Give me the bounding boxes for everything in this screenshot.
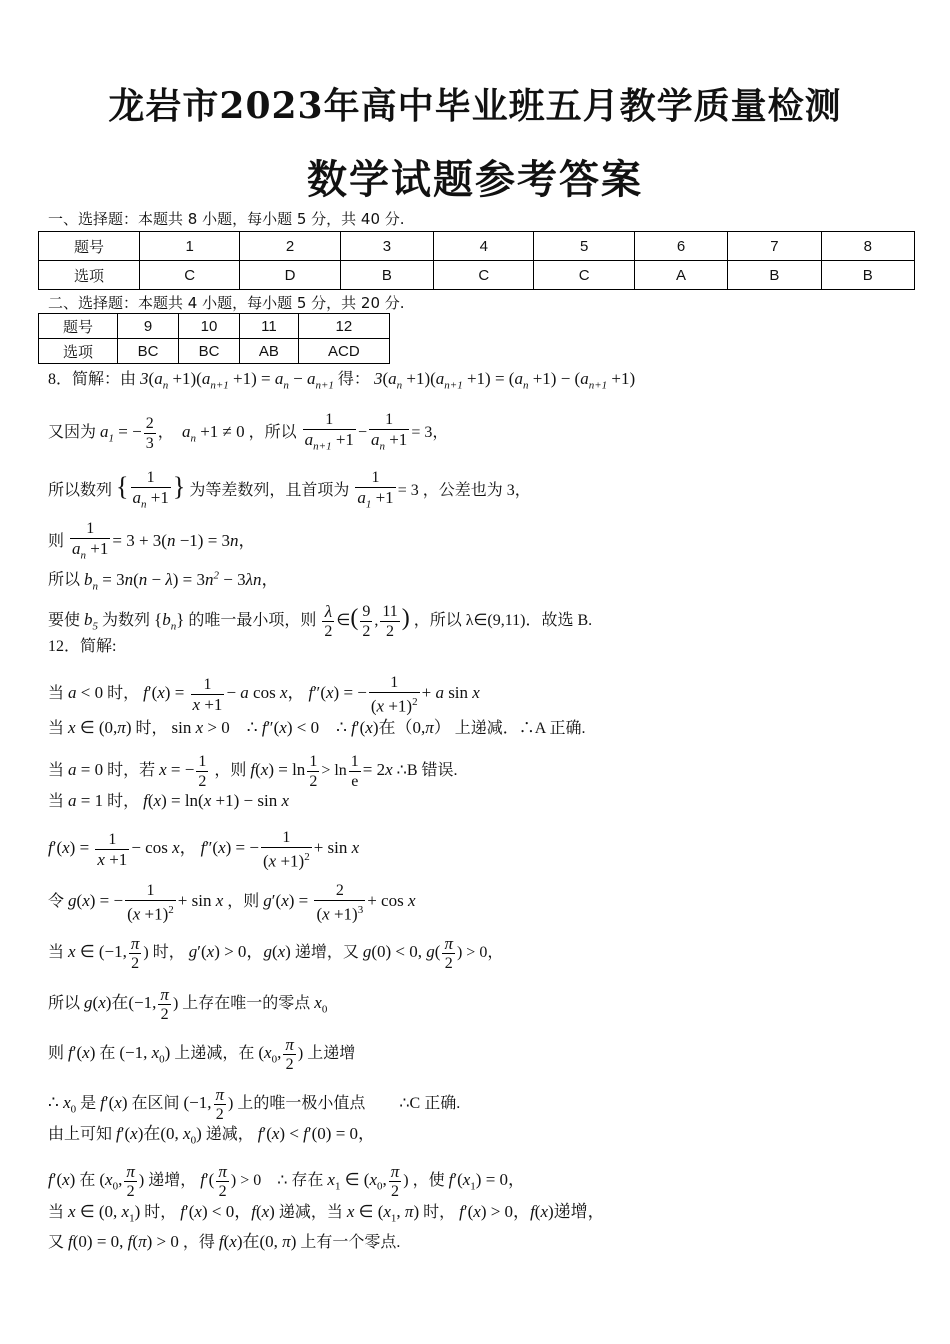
text: 递减，当 <box>278 1204 343 1221</box>
solution-line: f′(x) = $\frac{1}{x +1}$ − cos x， f″(x) = − $\frac{1}{(x +1)^2}$ + sin x <box>48 829 360 871</box>
answer-cell: AB <box>240 339 299 364</box>
text: ，使 <box>412 1172 445 1190</box>
text: 为等差数列，且首项为 <box>189 481 350 499</box>
text: ，则 <box>227 893 260 910</box>
question-number: 2 <box>240 232 340 261</box>
question-number: 9 <box>118 314 179 339</box>
question-number: 1 <box>140 232 240 261</box>
text: 令 <box>48 893 65 910</box>
text: 时， <box>107 685 140 702</box>
text: 时， <box>144 1204 177 1221</box>
solution-line: 8．简解：由 $3(a_n +1)(a_{n+1} +1) = a_n - a_{n+1}$ 得： $3(a_n +1)(a_{n+1} +1) = (a_n +1) - (a_{n+1} +1)$ <box>48 369 636 392</box>
section-1-heading: 一、选择题：本题共 8 小题，每小题 5 分，共 40 分. <box>48 210 405 228</box>
solution-line: 则 f′(x) 在 (−1, $x_0$) 上递减，在 ($x_0$, $\frac{\pi}{2}$ ) 上递增 <box>48 1035 356 1073</box>
text: 当 <box>48 1204 65 1221</box>
text: 递增， <box>148 1172 197 1190</box>
solution-line: ∴ $x_0$ 是 f′(x) 在区间 (−1, $\frac{\pi}{2}$ ) 上的唯一极小值点 ∴C 正确. <box>48 1085 461 1123</box>
text: ，所以 <box>248 423 297 441</box>
answer-table-1 <box>38 231 915 290</box>
table-row <box>39 339 390 364</box>
answer-cell: C <box>534 261 634 290</box>
answer-cell: A <box>634 261 727 290</box>
solution-line: 令 g(x) = − $\frac{1}{(x +1)^2}$ + sin x ，则 g′(x) = $\frac{2}{(x +1)^3}$ + cos x <box>48 882 416 924</box>
text: 时， <box>152 944 185 962</box>
question-number: 12 <box>298 314 389 339</box>
answer-cell: ACD <box>298 339 389 364</box>
solution-line: f′(x) 在 ($x_0$, $\frac{\pi}{2}$ ) 递增， f′( $\frac{\pi}{2}$ ) > 0 ∴ 存在 $x_1$ ∈ ($x_0$, $\frac{\pi}{2}$ ) ，使 $f'(x_1) = 0$， <box>48 1162 526 1200</box>
answer-cell: D <box>240 261 340 290</box>
text: 当 <box>48 793 65 810</box>
solution-line: 当 x ∈ (0, $x_1$) 时， f′(x) < 0，f(x) 递减，当 x ∈ ($x_1$, π) 时， f′(x) > 0，f(x)递增， <box>48 1202 605 1225</box>
text: 上的唯一极小值点 <box>237 1095 366 1113</box>
text: 当 <box>48 762 65 780</box>
text: 递减， <box>205 1126 254 1143</box>
question-number: 7 <box>728 232 821 261</box>
answer-cell: BC <box>118 339 179 364</box>
text: ，所以 λ∈(9,11)．故选 B. <box>413 612 593 630</box>
text: 所以 <box>48 995 81 1013</box>
section-2-heading: 二、选择题：本题共 4 小题，每小题 5 分，共 20 分. <box>48 294 405 312</box>
text: 得： <box>337 371 370 388</box>
table-row <box>39 314 390 339</box>
text: 在 <box>79 1172 96 1190</box>
answer-table-2 <box>38 313 390 364</box>
text: 在区间 <box>131 1095 180 1113</box>
text: 又因为 <box>48 423 97 441</box>
text: 上递减，在 <box>174 1045 255 1063</box>
table-header-cell: 题号 <box>39 314 118 339</box>
solution-line: 12．简解: <box>48 638 117 655</box>
text: ，公差也为 3， <box>422 481 531 499</box>
text: 由上可知 <box>48 1126 113 1143</box>
answer-cell: B <box>728 261 821 290</box>
solution-line: 由上可知 f′(x)在(0, $x_0$) 递减， f′(x) < f′(0) = 0， <box>48 1124 376 1147</box>
text: 8．简解：由 <box>48 371 137 388</box>
question-number: 6 <box>634 232 727 261</box>
question-number: 10 <box>179 314 240 339</box>
answer-cell: BC <box>179 339 240 364</box>
table-header-cell: 选项 <box>39 339 118 364</box>
text: 上有一个零点. <box>300 1234 401 1251</box>
text: 上递增 <box>307 1045 356 1063</box>
text: 上递减．∴A 正确. <box>454 720 586 737</box>
text: 则 <box>48 1045 65 1063</box>
text: 递增，又 <box>294 944 359 962</box>
answer-cell: B <box>821 261 914 290</box>
solution-line: 当 x ∈ (0,π) 时， sin x > 0 ∴ f″(x) < 0 ∴ f′(x)在（0,π） 上递减．∴A 正确. <box>48 718 586 737</box>
text: 又 <box>48 1234 65 1251</box>
solution-line: 所以 g(x)在(−1, $\frac{\pi}{2}$ ) 上存在唯一的零点 $x_0$ <box>48 985 328 1023</box>
text: 时， <box>135 720 168 737</box>
table-header-cell: 选项 <box>39 261 140 290</box>
solution-line: 要使 $b_5$ 为数列 $\{b_n\}$ 的唯一最小项，则 $\frac{\lambda}{2}$ ∈( $\frac{9}{2}$ , $\frac{11}{2}$ ) ，所以 λ∈(9,11)．故选 B. <box>48 602 593 640</box>
text: ∴C 正确. <box>399 1095 461 1113</box>
solution-line: 当 a = 1 时， f(x) = ln(x +1) − sin x <box>48 791 289 810</box>
text: ，则 <box>214 762 247 780</box>
page-subtitle: 数学试题参考答案 <box>307 156 643 203</box>
answer-cell: C <box>434 261 534 290</box>
text: 时，若 <box>107 762 156 780</box>
solution-line: 所以数列 { $\frac{1}{a_n +1}$ } 为等差数列，且首项为 $\frac{1}{a_1 +1}$ = 3 ，公差也为 3， <box>48 469 531 511</box>
solution-line: 当 a = 0 时，若 x = − $\frac{1}{2}$ ，则 f(x) = ln $\frac{1}{2}$ > ln $\frac{1}{e}$ = 2x ∴B 错误. <box>48 753 458 790</box>
text: 上存在唯一的零点 <box>182 995 311 1013</box>
text: ∴ 存在 <box>277 1172 324 1190</box>
table-row <box>39 232 915 261</box>
table-row <box>39 261 915 290</box>
solution-line: 又因为 $a_1$ = − $\frac{2}{3}$ ， $a_n +1 \ne 0$ ，所以 $\frac{1}{a_{n+1} +1}$ − $\frac{1}{a_n +1}$ = 3， <box>48 411 449 453</box>
text: ，得 <box>182 1234 215 1251</box>
question-number: 5 <box>534 232 634 261</box>
solution-line: 又 f(0) = 0, f(π) > 0 ，得 f(x)在(0, π) 上有一个零点. <box>48 1232 401 1251</box>
question-number: 3 <box>340 232 433 261</box>
page-title: 龙岩市2023年高中毕业班五月教学质量检测 <box>108 85 842 127</box>
text: 为数列 <box>102 612 151 630</box>
solution-line: 当 x ∈ (−1, $\frac{\pi}{2}$ ) 时， g′(x) > 0，g(x) 递增，又 g(0) < 0, g( $\frac{\pi}{2}$ ) > 0， <box>48 934 504 972</box>
text: 在 <box>99 1045 116 1063</box>
solution-line: 则 $\frac{1}{a_n +1}$ = 3 + 3(n −1) = 3n， <box>48 520 256 562</box>
text: 时， <box>423 1204 456 1221</box>
solution-line: 所以 $b_n = 3n(n - \lambda) = 3n^2 - 3\lambda n$， <box>48 569 279 593</box>
text: ∴B 错误. <box>396 762 458 780</box>
text: 当 <box>48 944 65 962</box>
answer-cell: C <box>140 261 240 290</box>
text: 的唯一最小项，则 <box>188 612 317 630</box>
answer-cell: B <box>340 261 433 290</box>
text: 所以数列 <box>48 481 113 499</box>
text: 则 <box>48 532 65 550</box>
question-number: 11 <box>240 314 299 339</box>
question-number: 8 <box>821 232 914 261</box>
text: 是 <box>80 1095 97 1113</box>
question-number: 4 <box>434 232 534 261</box>
text: 当 <box>48 720 65 737</box>
table-header-cell: 题号 <box>39 232 140 261</box>
text: 所以 <box>48 571 81 589</box>
text: 当 <box>48 685 65 702</box>
text: 要使 <box>48 612 81 630</box>
text: 时， <box>107 793 140 810</box>
solution-line: 当 a < 0 时， f′(x) = $\frac{1}{x +1}$ − a cos x， f″(x) = − $\frac{1}{(x +1)^2}$ + a sin x <box>48 674 480 716</box>
